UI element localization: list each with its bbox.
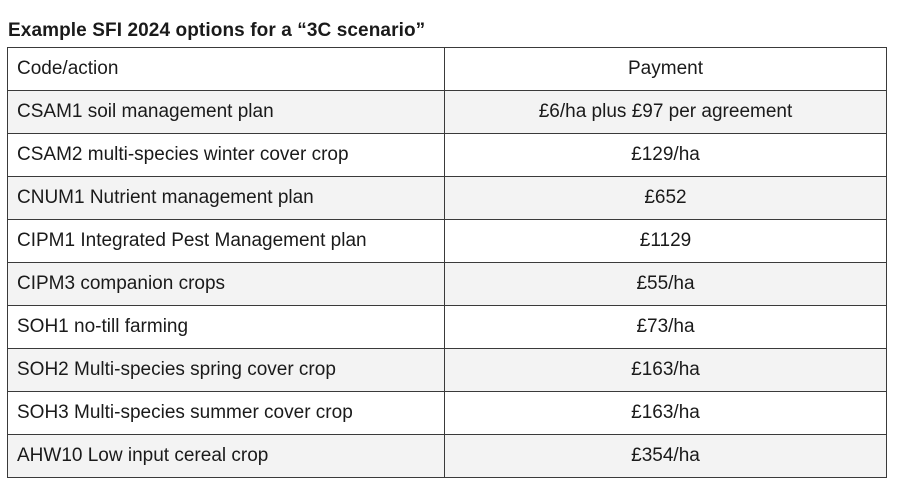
table-row <box>8 134 887 177</box>
table-row <box>8 349 887 392</box>
row-payment: £1129 <box>445 220 887 263</box>
header-code-action: Code/action <box>8 48 445 91</box>
table-row <box>8 220 887 263</box>
row-payment: £354/ha <box>445 435 887 478</box>
row-payment: £163/ha <box>445 392 887 435</box>
table-row <box>8 392 887 435</box>
row-payment: £163/ha <box>445 349 887 392</box>
row-code: CSAM1 soil management plan <box>8 91 445 134</box>
table-title: Example SFI 2024 options for a “3C scenario” <box>8 20 426 41</box>
table-row <box>8 91 887 134</box>
row-code: SOH1 no-till farming <box>8 306 445 349</box>
row-payment: £55/ha <box>445 263 887 306</box>
sfi-options-table <box>7 47 887 478</box>
row-code: SOH2 Multi-species spring cover crop <box>8 349 445 392</box>
table-header-row <box>8 48 887 91</box>
table-row <box>8 263 887 306</box>
table-row <box>8 177 887 220</box>
row-payment: £6/ha plus £97 per agreement <box>445 91 887 134</box>
row-code: CNUM1 Nutrient management plan <box>8 177 445 220</box>
row-payment: £73/ha <box>445 306 887 349</box>
table-row <box>8 306 887 349</box>
row-payment: £652 <box>445 177 887 220</box>
row-code: CIPM1 Integrated Pest Management plan <box>8 220 445 263</box>
row-code: SOH3 Multi-species summer cover crop <box>8 392 445 435</box>
row-code: AHW10 Low input cereal crop <box>8 435 445 478</box>
row-payment: £129/ha <box>445 134 887 177</box>
header-payment: Payment <box>445 48 887 91</box>
row-code: CSAM2 multi-species winter cover crop <box>8 134 445 177</box>
table-row <box>8 435 887 478</box>
row-code: CIPM3 companion crops <box>8 263 445 306</box>
